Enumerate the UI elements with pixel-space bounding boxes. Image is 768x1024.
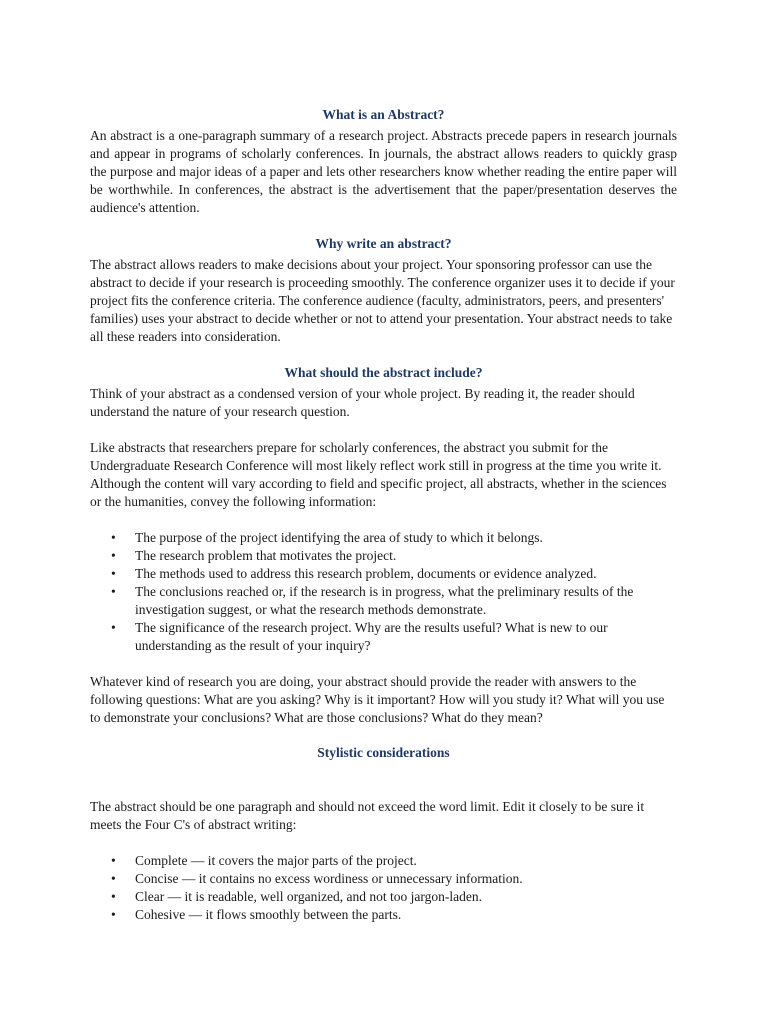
include-list xyxy=(90,529,677,655)
list-item: • Cohesive — it flows smoothly between the parts. xyxy=(135,906,677,924)
paragraph-like-abstracts: Like abstracts that researchers prepare for scholarly conferences, the abstract you submit for the Undergraduate Research Conference will most likely reflect work still in progress at the time you write it. Although the content will vary according to field and specific project, all abstracts, whether in the sciences or the humanities, convey the following information: xyxy=(90,440,667,509)
heading-what-is-abstract: What is an Abstract? xyxy=(322,107,445,122)
paragraph-why-write-abstract: The abstract allows readers to make decisions about your project. Your sponsoring professor can use the abstract to decide if your research is proceeding smoothly. The conference organizer uses it to decide if your project fits the conference criteria. The conference audience (faculty, administrators, peers, and presenters' families) uses your abstract to decide whether or not to attend your presentation. Your abstract needs to take all these readers into consideration. xyxy=(90,257,675,344)
list-item: • Complete — it covers the major parts of the project. xyxy=(135,852,677,870)
heading-stylistic-considerations: Stylistic considerations xyxy=(317,745,450,760)
paragraph-what-is-abstract: An abstract is a one-paragraph summary of a research project. Abstracts precede papers in research journals and appear in programs of scholarly conferences. In journals, the abstract allows readers to quickly grasp the purpose and major ideas of a paper and lets other researchers know whether reading the entire paper will be worthwhile. In conferences, the abstract is the advertisement that the paper/presentation deserves the audience's attention. xyxy=(90,128,677,215)
list-item: • The conclusions reached or, if the research is in progress, what the preliminary results of the investigation suggest, or what the research methods demonstrate. xyxy=(135,583,677,619)
list-item: • The methods used to address this research problem, documents or evidence analyzed. xyxy=(135,565,677,583)
document-page xyxy=(90,0,677,924)
heading-why-write-abstract: Why write an abstract? xyxy=(315,236,452,251)
list-item: • The research problem that motivates the project. xyxy=(135,547,677,565)
list-item: • Clear — it is readable, well organized, and not too jargon-laden. xyxy=(135,888,677,906)
paragraph-condensed-version: Think of your abstract as a condensed version of your whole project. By reading it, the reader should understand the nature of your research question. xyxy=(90,386,635,419)
list-item: • The purpose of the project identifying the area of study to which it belongs. xyxy=(135,529,677,547)
four-cs-list xyxy=(90,852,677,924)
list-item: • Concise — it contains no excess wordiness or unnecessary information. xyxy=(135,870,677,888)
paragraph-questions: Whatever kind of research you are doing, your abstract should provide the reader with answers to the following questions: What are you asking? Why is it important? How will you study it? What will you use to demonstrate your conclusions? What are those conclusions? What do they mean? xyxy=(90,674,665,725)
heading-what-to-include: What should the abstract include? xyxy=(284,365,483,380)
paragraph-one-paragraph: The abstract should be one paragraph and should not exceed the word limit. Edit it closely to be sure it meets the Four C's of abstract writing: xyxy=(90,799,645,832)
list-item: • The significance of the research project. Why are the results useful? What is new to our understanding as the result of your inquiry? xyxy=(135,619,677,655)
